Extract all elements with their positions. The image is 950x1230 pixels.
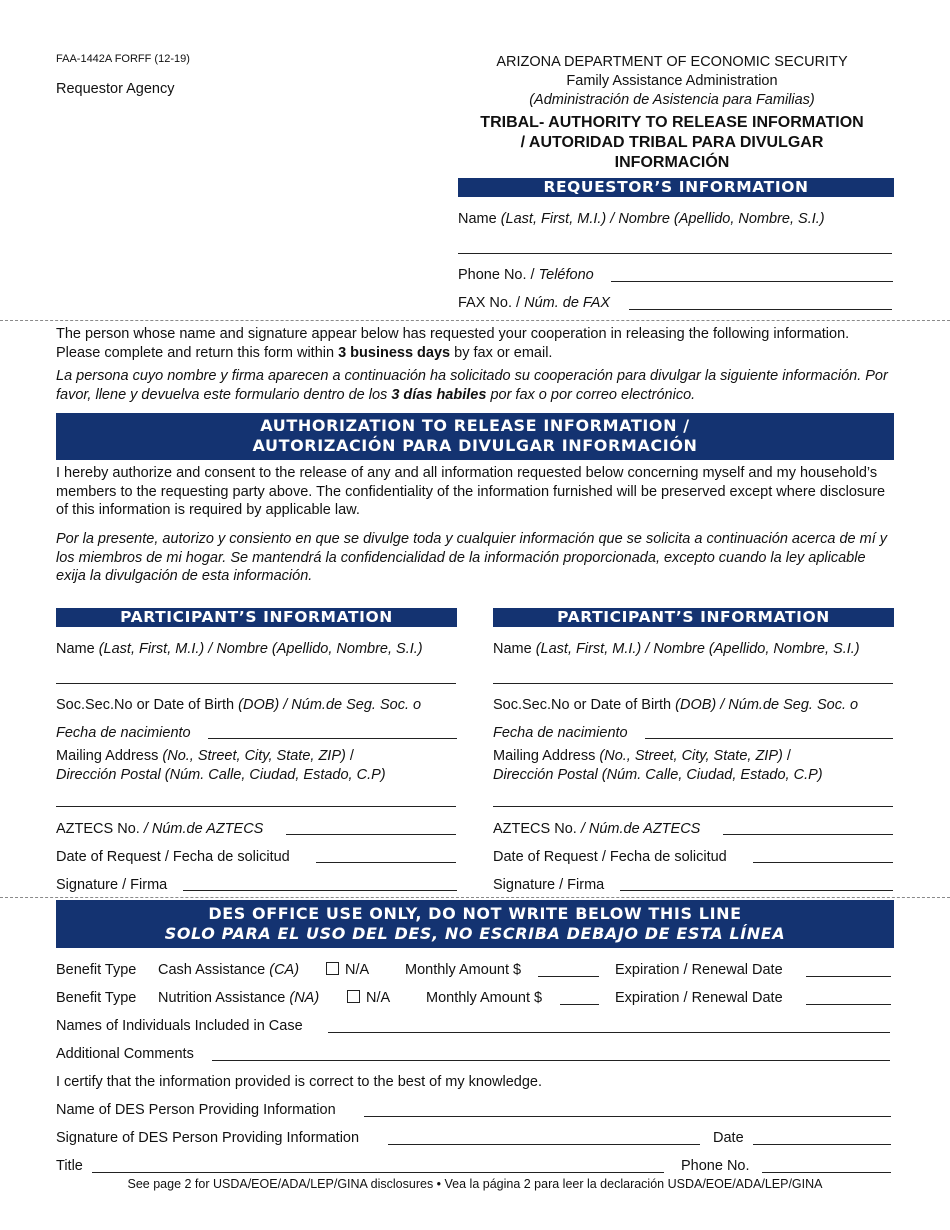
des-title-label: Title xyxy=(56,1158,83,1174)
participant-2-aztecs-field[interactable] xyxy=(723,834,893,835)
office-heading-es: SOLO PARA EL USO DEL DES, NO ESCRIBA DEBAJO DE ESTA LÍNEA xyxy=(164,924,786,943)
nutrition-expiration-label: Expiration / Renewal Date xyxy=(615,990,783,1006)
cash-expiration-field[interactable] xyxy=(806,976,891,977)
cash-monthly-amount-label: Monthly Amount $ xyxy=(405,962,522,978)
des-date-label: Date xyxy=(713,1130,744,1146)
participant-1-name-field[interactable] xyxy=(56,683,456,684)
participant-1-ssn-field[interactable] xyxy=(208,738,457,739)
benefit-type-label-na: Benefit Type xyxy=(56,990,137,1006)
participant-1-ssn-label: Soc.Sec.No or Date of Birth (DOB) / Núm.de Seg. Soc. o xyxy=(56,697,422,713)
des-person-signature-label: Signature of DES Person Providing Information xyxy=(56,1130,360,1146)
participant-2-signature-field[interactable] xyxy=(620,890,893,891)
requestor-fax-field[interactable] xyxy=(629,309,892,310)
authorization-text-en: I hereby authorize and consent to the release of any and all information requested below concerning myself and my household’s members to the requesting party above. The confidentiality of the information furnished will be preserved except where disclosure of this information is required by applicable law. xyxy=(56,465,886,518)
nutrition-na-option[interactable]: N/A xyxy=(347,990,390,1006)
des-person-name-label: Name of DES Person Providing Information xyxy=(56,1102,336,1118)
requestor-agency-label: Requestor Agency xyxy=(56,81,175,97)
participant-2-heading: PARTICIPANT’S INFORMATION xyxy=(493,608,894,627)
des-person-name-field[interactable] xyxy=(364,1116,891,1117)
nutrition-monthly-amount-label: Monthly Amount $ xyxy=(426,990,543,1006)
cash-na-checkbox[interactable] xyxy=(326,962,339,975)
participant-2-ssn-label: Soc.Sec.No or Date of Birth (DOB) / Núm.de Seg. Soc. o xyxy=(493,697,859,713)
names-individuals-field[interactable] xyxy=(328,1032,890,1033)
participant-1-heading: PARTICIPANT’S INFORMATION xyxy=(56,608,457,627)
form-title-line-3: INFORMACIÓN xyxy=(614,154,730,171)
cash-expiration-label: Expiration / Renewal Date xyxy=(615,962,783,978)
footer-disclosures: See page 2 for USDA/EOE/ADA/LEP/GINA disclosures • Vea la página 2 para leer la declaración USDA/EOE/ADA/LEP/GINA xyxy=(127,1177,823,1191)
participant-1-mail-field[interactable] xyxy=(56,806,456,807)
participant-2-mail-label: Mailing Address (No., Street, City, State, ZIP) / Dirección Postal (Núm. Calle, Ciudad, Estado, C.P) xyxy=(493,748,823,783)
participant-2-name-field[interactable] xyxy=(493,683,893,684)
participant-2-dob-label: Fecha de nacimiento xyxy=(493,725,628,741)
cut-line-bottom xyxy=(0,897,950,898)
department-name: ARIZONA DEPARTMENT OF ECONOMIC SECURITY xyxy=(496,54,848,70)
intro-text-es: La persona cuyo nombre y firma aparecen a continuación ha solicitado su cooperación para divulgar la siguiente información. Por favor, llene y devuelva este formulario dentro de los 3 días habiles por fax o por correo electrónico. xyxy=(56,368,888,403)
des-phone-label: Phone No. xyxy=(681,1158,750,1174)
participant-1-date-label: Date of Request / Fecha de solicitud xyxy=(56,849,290,865)
form-title xyxy=(452,113,892,173)
administration-name: Family Assistance Administration xyxy=(566,73,778,89)
requestor-phone-label: Phone No. / Teléfono xyxy=(458,267,594,283)
requestor-fax-label: FAX No. / Núm. de FAX xyxy=(458,295,611,311)
participant-2-signature-label: Signature / Firma xyxy=(493,877,605,893)
authorization-heading xyxy=(56,413,894,460)
participant-2-ssn-field[interactable] xyxy=(645,738,893,739)
additional-comments-field[interactable] xyxy=(212,1060,890,1061)
des-phone-field[interactable] xyxy=(762,1172,891,1173)
participant-1-mail-label: Mailing Address (No., Street, City, State, ZIP) / Dirección Postal (Núm. Calle, Ciudad, Estado, C.P) xyxy=(56,748,386,783)
participant-2-date-field[interactable] xyxy=(753,862,893,863)
participant-2-mail-field[interactable] xyxy=(493,806,893,807)
benefit-type-label-ca: Benefit Type xyxy=(56,962,137,978)
administration-name-es: (Administración de Asistencia para Familias) xyxy=(529,92,815,108)
form-number: FAA-1442A FORFF (12-19) xyxy=(56,53,190,65)
des-title-field[interactable] xyxy=(92,1172,664,1173)
des-person-signature-field[interactable] xyxy=(388,1144,700,1145)
authorization-text-es: Por la presente, autorizo y consiento en que se divulge toda y cualquier información que se solicita a continuación acerca de mí y los miembros de mi hogar. Se mantendrá la confidencialidad de la información proporcionada, excepto cuando la ley aplicable exija la divulgación de esta información. xyxy=(56,531,888,584)
department-header xyxy=(452,53,892,110)
participant-2-name-label: Name (Last, First, M.I.) / Nombre (Apellido, Nombre, S.I.) xyxy=(493,641,860,657)
form-title-line-1: TRIBAL- AUTHORITY TO RELEASE INFORMATION xyxy=(480,114,864,131)
intro-text-en: The person whose name and signature appear below has requested your cooperation in releasing the following information. Please complete and return this form within 3 business days by fax or email. xyxy=(56,326,850,361)
requestor-name-label: Name (Last, First, M.I.) / Nombre (Apellido, Nombre, S.I.) xyxy=(458,211,825,227)
form-title-line-2: / AUTORIDAD TRIBAL PARA DIVULGAR xyxy=(520,134,824,151)
office-heading xyxy=(56,900,894,948)
des-date-field[interactable] xyxy=(753,1144,891,1145)
participant-1-signature-field[interactable] xyxy=(183,890,457,891)
authorization-heading-en: AUTHORIZATION TO RELEASE INFORMATION / xyxy=(260,416,690,435)
cash-assistance-label: Cash Assistance (CA) xyxy=(158,962,300,978)
participant-2-date-label: Date of Request / Fecha de solicitud xyxy=(493,849,727,865)
participant-2-aztecs-label: AZTECS No. / Núm.de AZTECS xyxy=(493,821,701,837)
cut-line-top xyxy=(0,320,950,321)
additional-comments-label: Additional Comments xyxy=(56,1046,194,1062)
names-individuals-label: Names of Individuals Included in Case xyxy=(56,1018,303,1034)
requestor-name-field[interactable] xyxy=(458,253,892,254)
participant-1-dob-label: Fecha de nacimiento xyxy=(56,725,191,741)
participant-1-signature-label: Signature / Firma xyxy=(56,877,168,893)
participant-1-aztecs-field[interactable] xyxy=(286,834,456,835)
cash-monthly-amount-field[interactable] xyxy=(538,976,599,977)
requestor-phone-field[interactable] xyxy=(611,281,893,282)
requestor-heading: REQUESTOR’S INFORMATION xyxy=(458,178,894,197)
nutrition-assistance-label: Nutrition Assistance (NA) xyxy=(158,990,320,1006)
participant-1-date-field[interactable] xyxy=(316,862,456,863)
nutrition-monthly-amount-field[interactable] xyxy=(560,1004,599,1005)
participant-1-name-label: Name (Last, First, M.I.) / Nombre (Apellido, Nombre, S.I.) xyxy=(56,641,423,657)
office-heading-en: DES OFFICE USE ONLY, DO NOT WRITE BELOW THIS LINE xyxy=(208,904,742,923)
cash-na-option[interactable]: N/A xyxy=(326,962,369,978)
nutrition-na-checkbox[interactable] xyxy=(347,990,360,1003)
participant-1-aztecs-label: AZTECS No. / Núm.de AZTECS xyxy=(56,821,264,837)
authorization-heading-es: AUTORIZACIÓN PARA DIVULGAR INFORMACIÓN xyxy=(252,436,698,455)
certify-statement: I certify that the information provided is correct to the best of my knowledge. xyxy=(56,1074,542,1090)
nutrition-expiration-field[interactable] xyxy=(806,1004,891,1005)
